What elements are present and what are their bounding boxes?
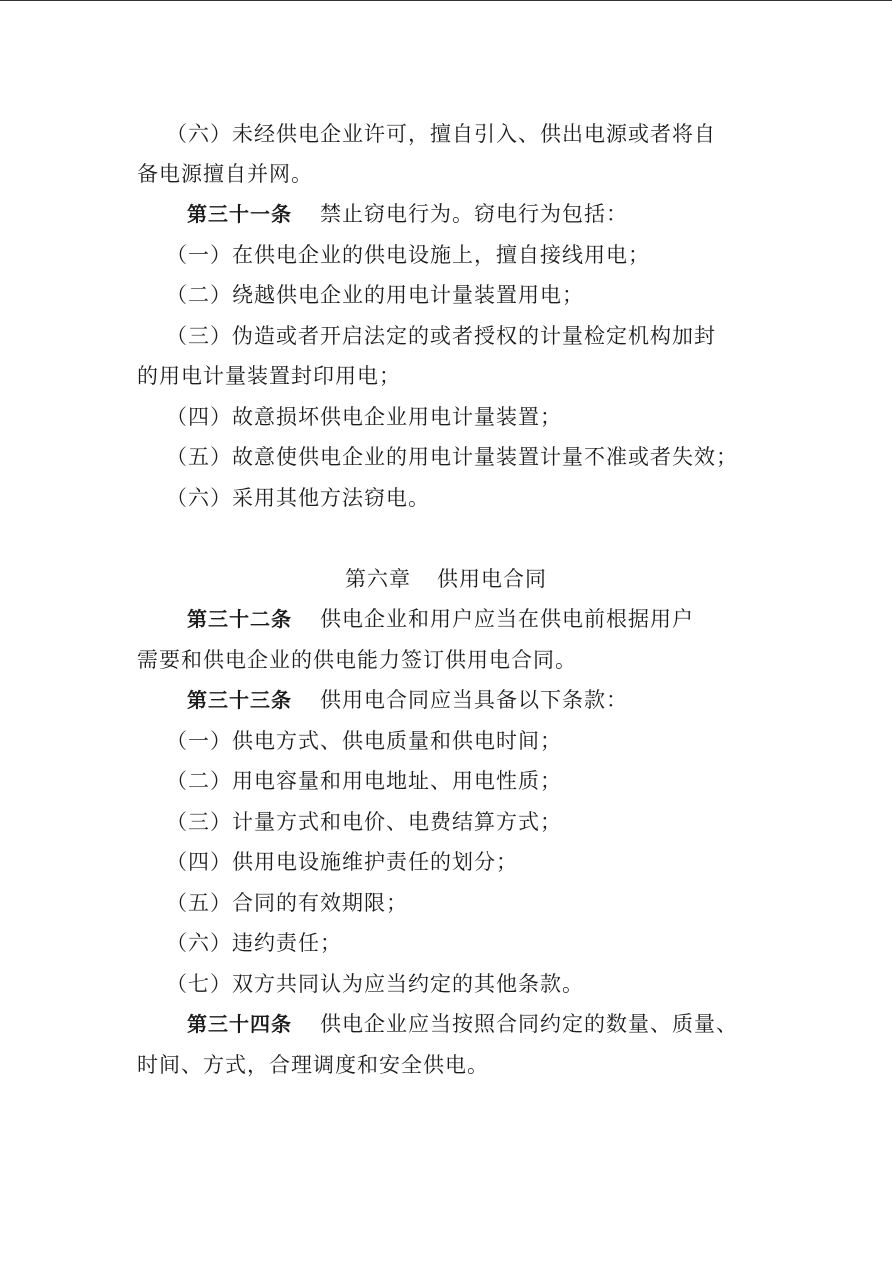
article-30-item-6-line-1: （六）未经供电企业许可，擅自引入、供出电源或者将自: [166, 122, 716, 146]
chapter-6-heading: [0, 566, 892, 592]
article-33-item-3: （三）计量方式和电价、电费结算方式；: [166, 810, 562, 834]
article-34-number: 第三十四条: [187, 1012, 292, 1036]
chapter-6-number: 第六章: [345, 567, 411, 591]
article-33-item-6: （六）违约责任；: [166, 931, 342, 955]
article-33-text: 供用电合同应当具备以下条款：: [320, 688, 628, 712]
article-33-number: 第三十三条: [187, 688, 292, 712]
article-30-item-6-line-2: 备电源擅自并网。: [137, 162, 313, 186]
article-34-text-1: 供电企业应当按照合同约定的数量、质量、: [320, 1012, 738, 1036]
article-31-item-1: （一）在供电企业的供电设施上，擅自接线用电；: [166, 243, 650, 267]
article-33-item-2: （二）用电容量和用电地址、用电性质；: [166, 769, 562, 793]
chapter-6-title: 供用电合同: [437, 567, 547, 591]
article-31-item-3-line-2: 的用电计量装置封印用电；: [137, 364, 401, 388]
article-31-text: 禁止窃电行为。窃电行为包括：: [320, 202, 628, 226]
article-31-item-6: （六）采用其他方法窃电。: [166, 486, 430, 510]
article-33-item-7: （七）双方共同认为应当约定的其他条款。: [166, 972, 584, 996]
article-32-text-2: 需要和供电企业的供电能力签订供用电合同。: [137, 648, 577, 672]
article-31-number: 第三十一条: [187, 202, 292, 226]
article-32-text-1: 供电企业和用户应当在供电前根据用户: [320, 607, 694, 631]
article-31-item-3-line-1: （三）伪造或者开启法定的或者授权的计量检定机构加封: [166, 324, 716, 348]
article-33-heading: [187, 687, 628, 713]
article-31-item-2: （二）绕越供电企业的用电计量装置用电；: [166, 283, 584, 307]
article-31-heading: [187, 201, 628, 227]
article-33-item-5: （五）合同的有效期限；: [166, 891, 408, 915]
article-31-item-4: （四）故意损坏供电企业用电计量装置；: [166, 405, 562, 429]
article-34-heading: [187, 1011, 738, 1037]
article-32-heading: [187, 606, 694, 632]
article-34-text-2: 时间、方式，合理调度和安全供电。: [137, 1053, 489, 1077]
article-31-item-5: （五）故意使供电企业的用电计量装置计量不准或者失效；: [166, 445, 738, 469]
article-33-item-4: （四）供用电设施维护责任的划分；: [166, 850, 518, 874]
article-32-number: 第三十二条: [187, 607, 292, 631]
article-33-item-1: （一）供电方式、供电质量和供电时间；: [166, 729, 562, 753]
